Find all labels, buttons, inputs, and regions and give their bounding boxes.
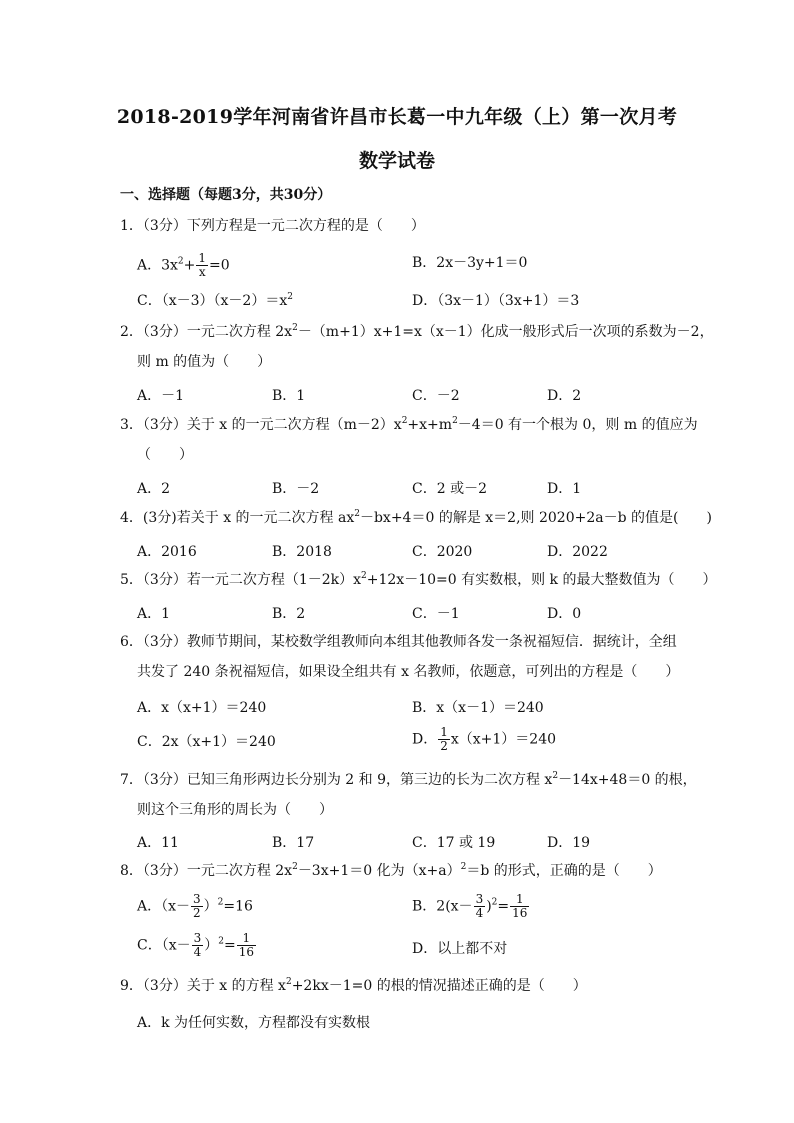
- option-d: D．19: [547, 835, 591, 851]
- question-4: [120, 503, 712, 533]
- question-7-stem: 7．（3分）已知三角形两边长分别为 2 和 9，第三边的长为二次方程 $x^2-14x+48=0$ 的根，: [120, 771, 697, 788]
- question-8: [120, 856, 662, 886]
- option-a: A．2: [137, 481, 171, 497]
- option-c: C．$(x-3)(x-2)=x^2$: [137, 292, 293, 309]
- exam-header: [0, 100, 794, 176]
- question-3-stem: 3．（3分）关于 x 的一元二次方程$(m-2)x^2+x+m^2-4=0$ 有一个根为 0，则 m 的值应为: [120, 416, 698, 433]
- option-d: D．（3x－1）（3x+1）＝3: [412, 293, 580, 309]
- question-5: [120, 565, 716, 595]
- option-c: C．17 或 19: [412, 835, 496, 851]
- option-b: B．2018: [272, 544, 332, 560]
- option-b: B．1: [272, 388, 306, 404]
- option-b: B．2(x－ $\frac{3}{4}$ )$^2$= $\frac{1}{16}$: [412, 892, 528, 920]
- option-c: C．2 或－2: [412, 481, 487, 497]
- question-1-stem: 1．（3分）下列方程是一元二次方程的是（ ）: [120, 218, 425, 234]
- option-a: A．2016: [137, 544, 197, 560]
- option-a: A．x（x+1）＝240: [137, 700, 267, 716]
- question-6-cont: 共发了 240 条祝福短信，如果设全组共有 x 名教师，依题意，可列出的方程是（ ）: [137, 664, 680, 680]
- option-c: C．2020: [412, 544, 473, 560]
- question-2-cont: 则 m 的值为（ ）: [137, 354, 272, 370]
- option-c: C．（x－ $\frac{3}{4}$ ）$^2$= $\frac{1}{16}$: [137, 931, 254, 959]
- question-2-stem: 2．（3分）一元二次方程 $2x^2-(m+1)x+1=x(x-1)$化成一般形式后一次项的系数为－2，: [120, 323, 714, 340]
- option-a: A．－1: [137, 388, 185, 404]
- question-2: [120, 317, 714, 377]
- option-b: B．17: [272, 835, 315, 851]
- option-c: C．－1: [412, 606, 460, 622]
- exam-subtitle: 数学试卷: [358, 150, 435, 172]
- option-b: B．2x－3y+1＝0: [412, 255, 528, 271]
- question-4-stem: 4．(3分)若关于 x 的一元二次方程 $ax^2-bx+4=0$ 的解是 x＝2,则 2020+2a－b 的值是( ): [120, 509, 712, 526]
- question-7: [120, 765, 697, 825]
- question-6-stem: 6．（3分）教师节期间，某校数学组教师向本组其他教师各发一条祝福短信．据统计，全组: [120, 634, 677, 650]
- question-9-stem: 9．（3分）关于 x 的方程 $x^2+2kx-1=0$ 的根的情况描述正确的是（ ）: [120, 977, 587, 994]
- question-8-stem: 8．（3分）一元二次方程 $2x^2-3x+1=0$ 化为$(x+a)^2=b$ 的形式，正确的是（ ）: [120, 862, 662, 879]
- option-c: C．－2: [412, 388, 460, 404]
- option-a: A．1: [137, 606, 171, 622]
- option-d: D．以上都不对: [412, 941, 508, 957]
- option-a: A．k 为任何实数，方程都没有实数根: [137, 1015, 371, 1031]
- question-6: [120, 627, 679, 687]
- question-3: [120, 410, 698, 470]
- question-9: [120, 971, 587, 1001]
- option-b: B．2: [272, 606, 306, 622]
- option-c: C．2x（x+1）＝240: [137, 734, 276, 750]
- question-1: [120, 211, 425, 241]
- exam-title: 2018-2019学年河南省许昌市长葛一中九年级（上）第一次月考: [116, 106, 678, 128]
- question-5-stem: 5．（3分）若一元二次方程$(1-2k)x^2+12x-10=0$ 有实数根，则 k 的最大整数值为（ ）: [120, 571, 717, 588]
- question-3-cont: （ ）: [137, 447, 193, 463]
- option-d: D．2: [547, 388, 582, 404]
- option-b: B．－2: [272, 481, 320, 497]
- option-d: D． $\frac{1}{2}$ x（x+1）＝240: [412, 725, 557, 753]
- option-d: D．2022: [547, 544, 608, 560]
- section-heading: 一、选择题（每题3分，共30分）: [120, 187, 332, 203]
- option-b: B．x（x－1）＝240: [412, 700, 544, 716]
- option-a: A．$3x^2+$ $\frac{1}{x}$ =0: [137, 251, 230, 279]
- option-d: D．0: [547, 606, 582, 622]
- option-a: A．11: [137, 835, 179, 851]
- option-d: D．1: [547, 481, 582, 497]
- question-7-cont: 则这个三角形的周长为（ ）: [137, 802, 333, 818]
- option-a: A．（x－ $\frac{3}{2}$ ）$^2$=16: [137, 892, 253, 920]
